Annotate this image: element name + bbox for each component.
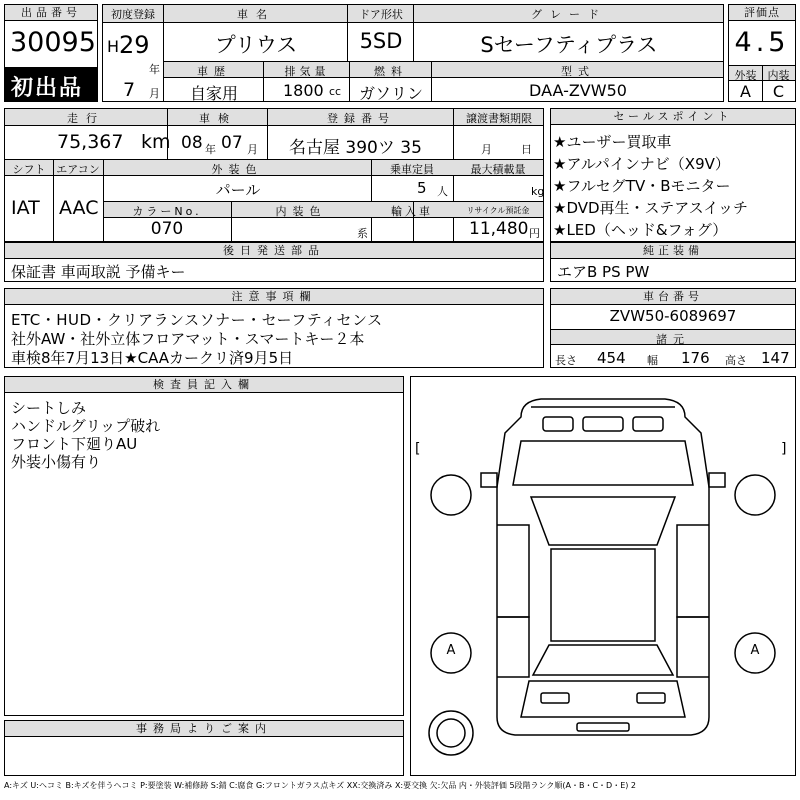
shift: IAT <box>11 197 40 219</box>
notes-label: 注意事項欄 <box>5 289 543 305</box>
chassis-number: ZVW50-6089697 <box>609 307 737 325</box>
note-line: 車検8年7月13日★CAAカークリ済9月5日 <box>11 349 294 367</box>
displacement: 1800 <box>283 81 324 100</box>
mileage-unit: km <box>141 131 171 153</box>
plate: 名古屋 390ツ 35 <box>289 138 422 158</box>
height: 147 <box>761 349 790 367</box>
max-load-unit: kg <box>531 185 545 198</box>
bracket-right: ] <box>781 441 787 457</box>
later-parts: 保証書 車両取説 予備キー <box>11 263 186 281</box>
inspector-label: 検査員記入欄 <box>5 377 403 393</box>
selling-points-label: セールスポイント <box>551 109 795 125</box>
door-type: 5SD <box>359 29 403 53</box>
door-label: ドア形状 <box>359 8 403 21</box>
later-parts-box <box>4 242 544 282</box>
transfer-day-unit: 日 <box>521 143 532 156</box>
divider <box>431 61 432 101</box>
model: DAA-ZVW50 <box>529 81 627 100</box>
lot-number-label: 出品番号 <box>5 5 97 21</box>
color-no-label: カラーNo. <box>132 205 202 218</box>
standard-equipment-box <box>550 242 796 282</box>
ac: AAC <box>59 197 99 219</box>
score-label: 評価点 <box>729 5 795 21</box>
score: 4.5 <box>734 27 790 58</box>
height-label: 高さ <box>725 354 747 367</box>
info-box <box>4 108 544 242</box>
specs-label: 諸元 <box>656 333 690 346</box>
color-number: 070 <box>150 219 184 239</box>
car-diagram-box <box>410 376 796 776</box>
recycle-label: リサイクル預託金 <box>466 206 530 215</box>
divider <box>413 5 414 61</box>
selling-point: ★フルセグTV・Bモニター <box>553 177 731 195</box>
interior-label: 内装 <box>767 69 790 82</box>
car-diagram <box>411 377 795 775</box>
reg-year-unit: 年 <box>149 63 160 76</box>
reg-month: 7 <box>123 79 136 101</box>
shift-label: シフト <box>12 163 46 176</box>
chassis-box <box>550 288 796 368</box>
selling-point: ★アルパインナビ（X9V） <box>553 155 730 173</box>
inspector-line: ハンドルグリップ破れ <box>11 417 161 435</box>
fuel-label: 燃料 <box>374 65 408 78</box>
exterior-color: パール <box>215 181 261 199</box>
inspection-year: 08 <box>181 133 203 153</box>
recycle-unit: 円 <box>529 227 540 240</box>
era-letter: H <box>107 37 120 56</box>
ac-label: エアコン <box>56 163 100 176</box>
plate-label: 登録番号 <box>327 112 395 125</box>
exterior-label: 外装 <box>734 69 757 82</box>
inspection-month: 07 <box>221 133 243 153</box>
capacity: 5 <box>417 179 427 197</box>
length-label: 長さ <box>555 354 577 367</box>
office-label: 事務局よりご案内 <box>5 721 403 737</box>
reg-year: 29 <box>119 31 150 59</box>
length: 454 <box>597 349 626 367</box>
bracket-left: [ <box>415 441 421 457</box>
chassis-label: 車台番号 <box>551 289 795 305</box>
selling-point: ★DVD再生・ステアスイッチ <box>553 199 749 217</box>
inspection-label: 車検 <box>199 112 237 125</box>
mileage: 75,367 <box>57 131 124 153</box>
mileage-label: 走行 <box>67 112 105 125</box>
vehicle-header-box <box>102 4 724 102</box>
front-right-damage-mark: A <box>750 643 760 658</box>
capacity-unit: 人 <box>437 185 448 198</box>
selling-point: ★ユーザー買取車 <box>553 133 672 151</box>
model-label: 型式 <box>561 65 595 78</box>
first-listing-label: 初出品 <box>11 76 84 101</box>
divider <box>349 61 350 101</box>
selling-points-box <box>550 108 796 242</box>
score-box <box>728 4 796 102</box>
inspector-box <box>4 376 404 716</box>
later-parts-label: 後日発送部品 <box>5 243 543 259</box>
interior-score: C <box>772 82 785 101</box>
transfer-month-unit: 月 <box>481 143 492 156</box>
color-label: 外装色 <box>211 163 263 176</box>
grade: Sセーフティプラス <box>480 33 658 57</box>
import-label: 輸入車 <box>391 205 433 218</box>
divider <box>267 109 268 159</box>
inspector-line: シートしみ <box>11 399 87 417</box>
grade-label: グレード <box>531 8 607 21</box>
inspector-line: フロント下廻りAU <box>11 435 138 453</box>
lot-number-box <box>4 4 98 102</box>
selling-point: ★LED（ヘッド&フォグ） <box>553 221 728 239</box>
interior-color-label: 内装色 <box>275 205 327 218</box>
divider <box>347 5 348 61</box>
transfer-label: 譲渡書類期限 <box>466 112 532 125</box>
first-reg-label: 初度登録 <box>111 8 155 21</box>
note-line: ETC・HUD・クリアランスソナー・セーフティセンス <box>11 311 383 329</box>
displacement-label: 排気量 <box>284 65 330 78</box>
exterior-score: A <box>740 82 751 101</box>
reg-month-unit: 月 <box>149 87 160 100</box>
displacement-unit: cc <box>329 85 342 98</box>
capacity-label: 乗車定員 <box>390 163 434 176</box>
width: 176 <box>681 349 710 367</box>
width-label: 幅 <box>647 354 658 367</box>
history: 自家用 <box>189 84 238 103</box>
recycle-fee: 11,480 <box>469 219 529 239</box>
office-box <box>4 720 404 776</box>
front-left-damage-mark: A <box>446 643 456 658</box>
inspection-year-unit: 年 <box>205 143 216 156</box>
legend: A:キズ U:ヘコミ B:キズを伴うヘコミ P:要塗装 W:補修跡 S:錆 C:腐食 G:フロントガラス点キズ XX:交換済み X:要交換 欠:欠品 内・外装評価 5段階ランク順(A・B・C・D・E) 2 <box>4 781 637 790</box>
divider <box>263 61 264 101</box>
lot-number: 30095 <box>10 27 96 58</box>
interior-color-unit: 系 <box>357 227 368 240</box>
note-line: 社外AW・社外立体フロアマット・スマートキー２本 <box>11 330 365 348</box>
standard-equipment-label: 純正装備 <box>551 243 795 259</box>
standard-equipment: エアB PS PW <box>557 263 650 281</box>
car-name: プリウス <box>214 33 298 57</box>
notes-box <box>4 288 544 368</box>
car-name-label: 車名 <box>237 8 275 21</box>
max-load-label: 最大積載量 <box>470 163 526 176</box>
divider <box>163 5 164 101</box>
inspection-month-unit: 月 <box>247 143 258 156</box>
history-label: 車歴 <box>197 65 231 78</box>
inspector-line: 外装小傷有り <box>11 453 102 471</box>
fuel: ガソリン <box>358 84 423 103</box>
